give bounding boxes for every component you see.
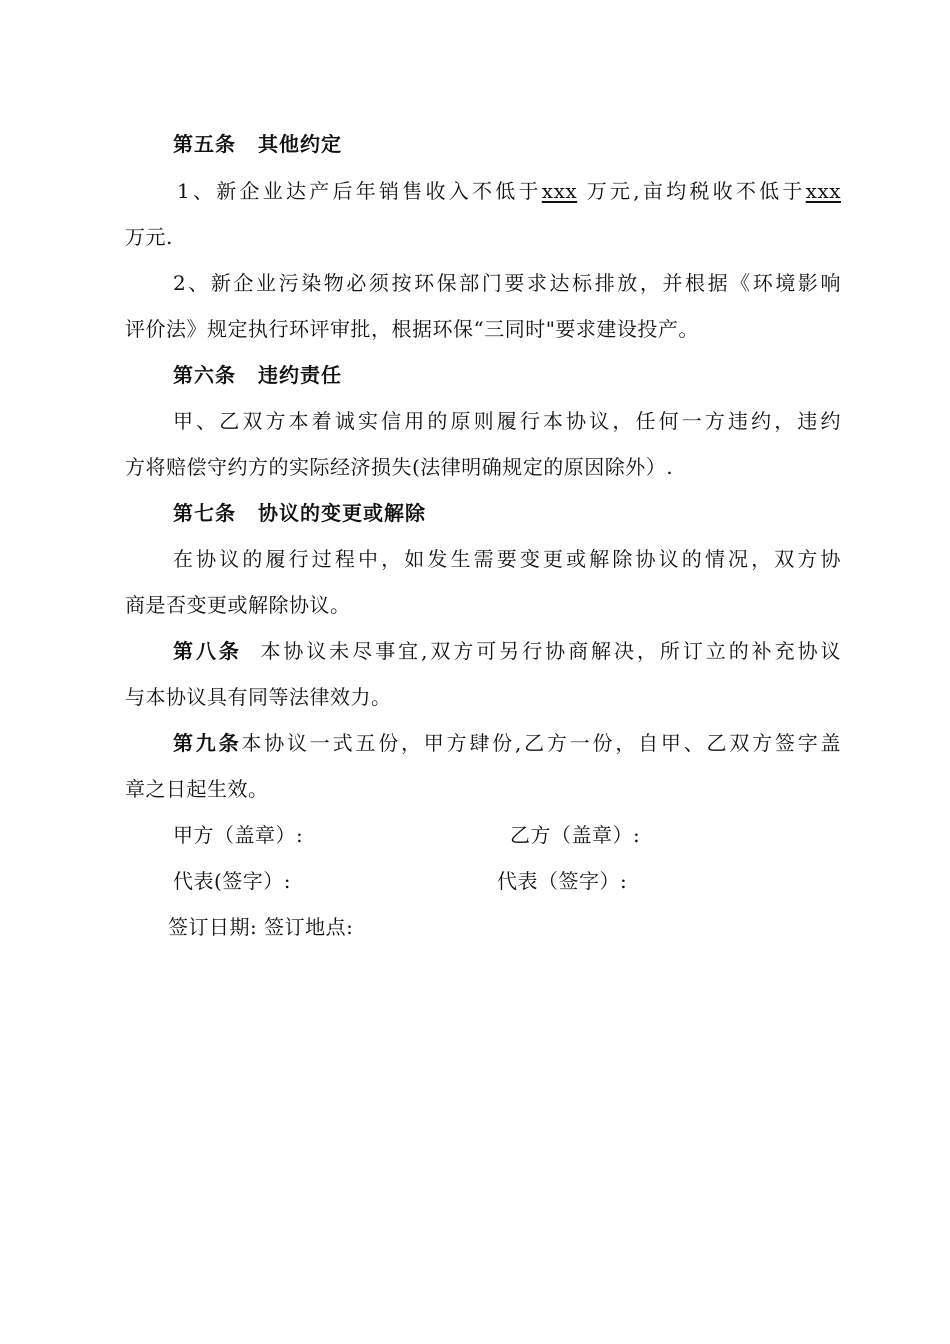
party-b-seal-label: 乙方（盖章）: xyxy=(510,823,641,847)
article6-number: 第六条 xyxy=(173,363,236,387)
article9-line2: 章之日起生效。 xyxy=(125,777,269,801)
article5-item2-line1: 2、新企业污染物必须按环保部门要求达标排放，并根据《环境影响 xyxy=(173,271,841,295)
article7-line2: 商是否变更或解除协议。 xyxy=(125,593,351,617)
article5-item1-text-c: 万元,亩均税收不低于 xyxy=(586,179,806,203)
article7-line1: 在协议的履行过程中，如发生需要变更或解除协议的情况，双方协 xyxy=(173,547,841,571)
article6-line1: 甲、乙双方本着诚实信用的原则履行本协议，任何一方违约，违约 xyxy=(173,409,841,433)
article6-line2: 方将赔偿守约方的实际经济损失(法律明确规定的原因除外）. xyxy=(125,455,674,479)
article6-title: 违约责任 xyxy=(258,363,342,387)
article5-item1-line2: 万元. xyxy=(125,225,173,249)
article7-number: 第七条 xyxy=(173,501,236,525)
signing-date-place-label: 签订日期: 签订地点: xyxy=(168,915,354,939)
article8-line2: 与本协议具有同等法律效力。 xyxy=(125,685,392,709)
party-b-rep-label: 代表（签字）: xyxy=(497,869,628,893)
article8-text: 本协议未尽事宜,双方可另行协商解决，所订立的补充协议 xyxy=(260,639,842,663)
party-a-seal-label: 甲方（盖章）: xyxy=(173,823,304,847)
article5-title: 其他约定 xyxy=(258,132,342,156)
party-a-rep-label: 代表(签字）: xyxy=(173,869,292,893)
article5-item1-line1 xyxy=(177,177,841,205)
article5-item2-line2: 评价法》规定执行环评审批，根据环保“三同时"要求建设投产。 xyxy=(125,317,699,341)
article7-title: 协议的变更或解除 xyxy=(258,501,426,525)
article5-item1-text-a: 1、新企业达产后年销售收入不低于 xyxy=(177,179,542,203)
article6-heading xyxy=(173,361,342,389)
article7-heading xyxy=(173,499,426,527)
article8-number: 第八条 xyxy=(173,639,242,663)
article5-number: 第五条 xyxy=(173,132,236,156)
article5-tax-blank: xxx xyxy=(805,179,842,203)
article5-heading xyxy=(173,130,342,158)
article9-line1 xyxy=(173,729,841,757)
article9-text: 本协议一式五份，甲方肆份,乙方一份，自甲、乙双方签字盖 xyxy=(241,731,842,755)
article9-number: 第九条 xyxy=(173,731,242,755)
article5-revenue-blank: xxx xyxy=(541,179,578,203)
article8-line1 xyxy=(173,637,841,665)
